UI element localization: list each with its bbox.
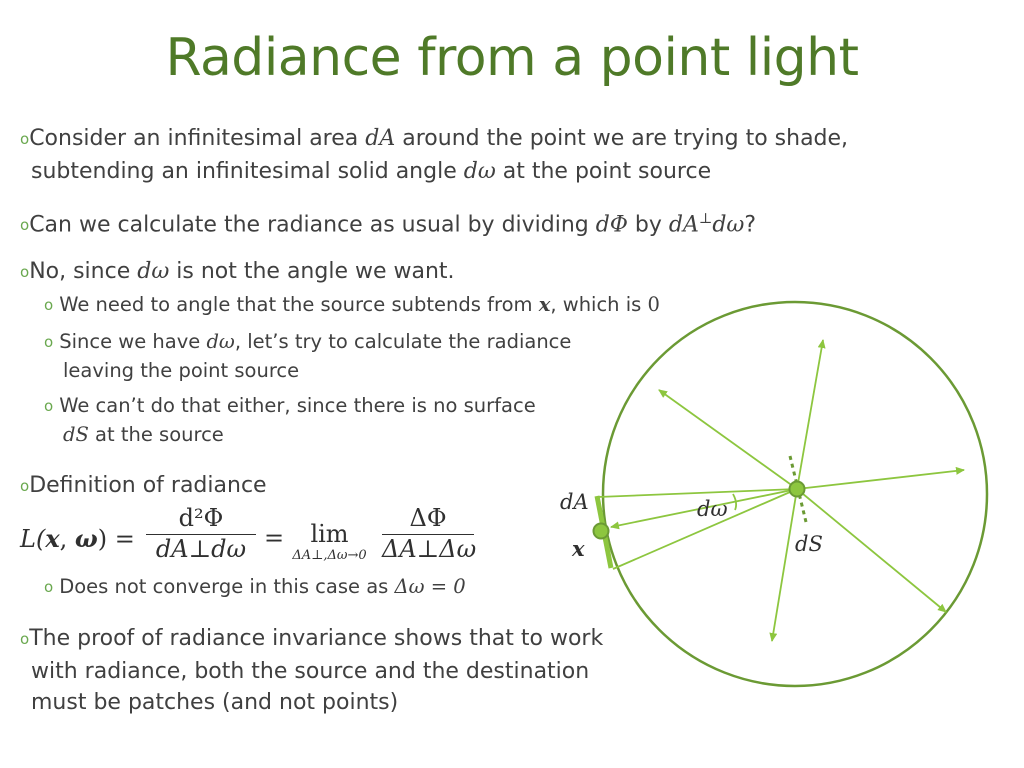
math-dA: dA (365, 126, 396, 151)
shading-point-x (594, 524, 609, 539)
formula-x: x (45, 524, 60, 553)
point-source (790, 482, 805, 497)
bullet-proof-invariance (20, 623, 603, 718)
bullet-marker: o (20, 477, 30, 495)
sub-bullet-marker: o (44, 578, 54, 596)
sub-text: at the source (88, 423, 224, 446)
ray-arrow (797, 340, 823, 489)
ray-arrow (772, 489, 797, 641)
formula-omega: ω (74, 524, 98, 553)
fraction-differential (146, 504, 256, 563)
formula-eq: ) = (97, 525, 135, 553)
bullet-marker: o (20, 630, 30, 648)
math-x: x (538, 293, 551, 316)
sub-bullet-marker: o (44, 333, 54, 351)
label-domega: dω (697, 497, 728, 521)
bullet-consider-area (20, 123, 848, 187)
bullet-text: around the point we are trying to shade, (395, 126, 849, 151)
sub-text: , which is (550, 293, 648, 316)
bullet-text: at the point source (495, 159, 712, 184)
bullet-text: by (627, 212, 669, 238)
label-dS: dS (795, 532, 823, 556)
bullet-marker: o (20, 130, 30, 148)
bullet-calculate-radiance (20, 204, 756, 242)
math-dS: dS (63, 423, 89, 446)
sub-text: We need to angle that the source subtends from (59, 293, 539, 316)
point-light-diagram (540, 280, 1010, 700)
bullet-text: ? (744, 212, 757, 238)
label-x: x (572, 536, 585, 561)
sub-text: leaving the point source (63, 359, 300, 382)
ray-arrow (797, 470, 964, 489)
sub-bullet-marker: o (44, 296, 54, 314)
bullet-text: The proof of radiance invariance shows that to work (29, 626, 604, 651)
sub-bullet-marker: o (44, 397, 54, 415)
sub-text: Does not converge in this case as (59, 575, 395, 598)
bullet-definition (20, 470, 267, 503)
fraction-delta (382, 504, 477, 563)
formula-comma: , (59, 525, 75, 553)
math-dPhi: dΦ (595, 212, 628, 238)
sub-bullet-since-we-have (44, 328, 571, 384)
sub-text: Since we have (59, 330, 207, 353)
fraction-numerator: ΔΦ (382, 504, 474, 535)
math-delta-omega: Δω = 0 (394, 575, 466, 598)
math-zero: 0 (647, 293, 660, 316)
math-domega: dω (712, 212, 745, 238)
math-dA: dA (668, 212, 699, 238)
bullet-text: must be patches (and not points) (31, 690, 399, 715)
formula-eq: = (264, 524, 285, 552)
sub-text: , let’s try to calculate the radiance (234, 330, 572, 353)
fraction-denominator: dA⊥dω (155, 535, 247, 563)
ray-arrow (659, 390, 797, 489)
sub-text: We can’t do that either, since there is no surface (59, 394, 536, 417)
bullet-text: No, since (29, 259, 138, 284)
bullet-text: with radiance, both the source and the destination (31, 659, 590, 684)
bullet-text: subtending an infinitesimal solid angle (31, 159, 464, 184)
sub-bullet-no-surface (44, 392, 536, 448)
bullet-no-since (20, 256, 455, 289)
math-domega: dω (463, 159, 496, 184)
limit-subscript: ΔA⊥,Δω→0 (292, 548, 367, 563)
math-domega: dω (206, 330, 235, 353)
bullet-text: Definition of radiance (29, 473, 267, 498)
bullet-text: Can we calculate the radiance as usual by dividing (29, 212, 596, 238)
limit-operator: lim (310, 520, 349, 548)
bullet-marker: o (20, 216, 30, 235)
slide-title: Radiance from a point light (165, 28, 859, 88)
bullet-marker: o (20, 263, 30, 281)
fraction-denominator: ΔA⊥Δω (382, 535, 477, 563)
math-domega: dω (137, 259, 170, 284)
math-perp: ⊥ (698, 211, 713, 227)
sub-bullet-not-converge (44, 573, 466, 602)
fraction-numerator: d²Φ (146, 504, 256, 535)
limit (272, 520, 387, 563)
bullet-text: Consider an infinitesimal area (29, 126, 366, 151)
bullet-text: is not the angle we want. (169, 259, 455, 284)
label-dA: dA (560, 490, 589, 514)
formula-L: L( (20, 525, 46, 553)
